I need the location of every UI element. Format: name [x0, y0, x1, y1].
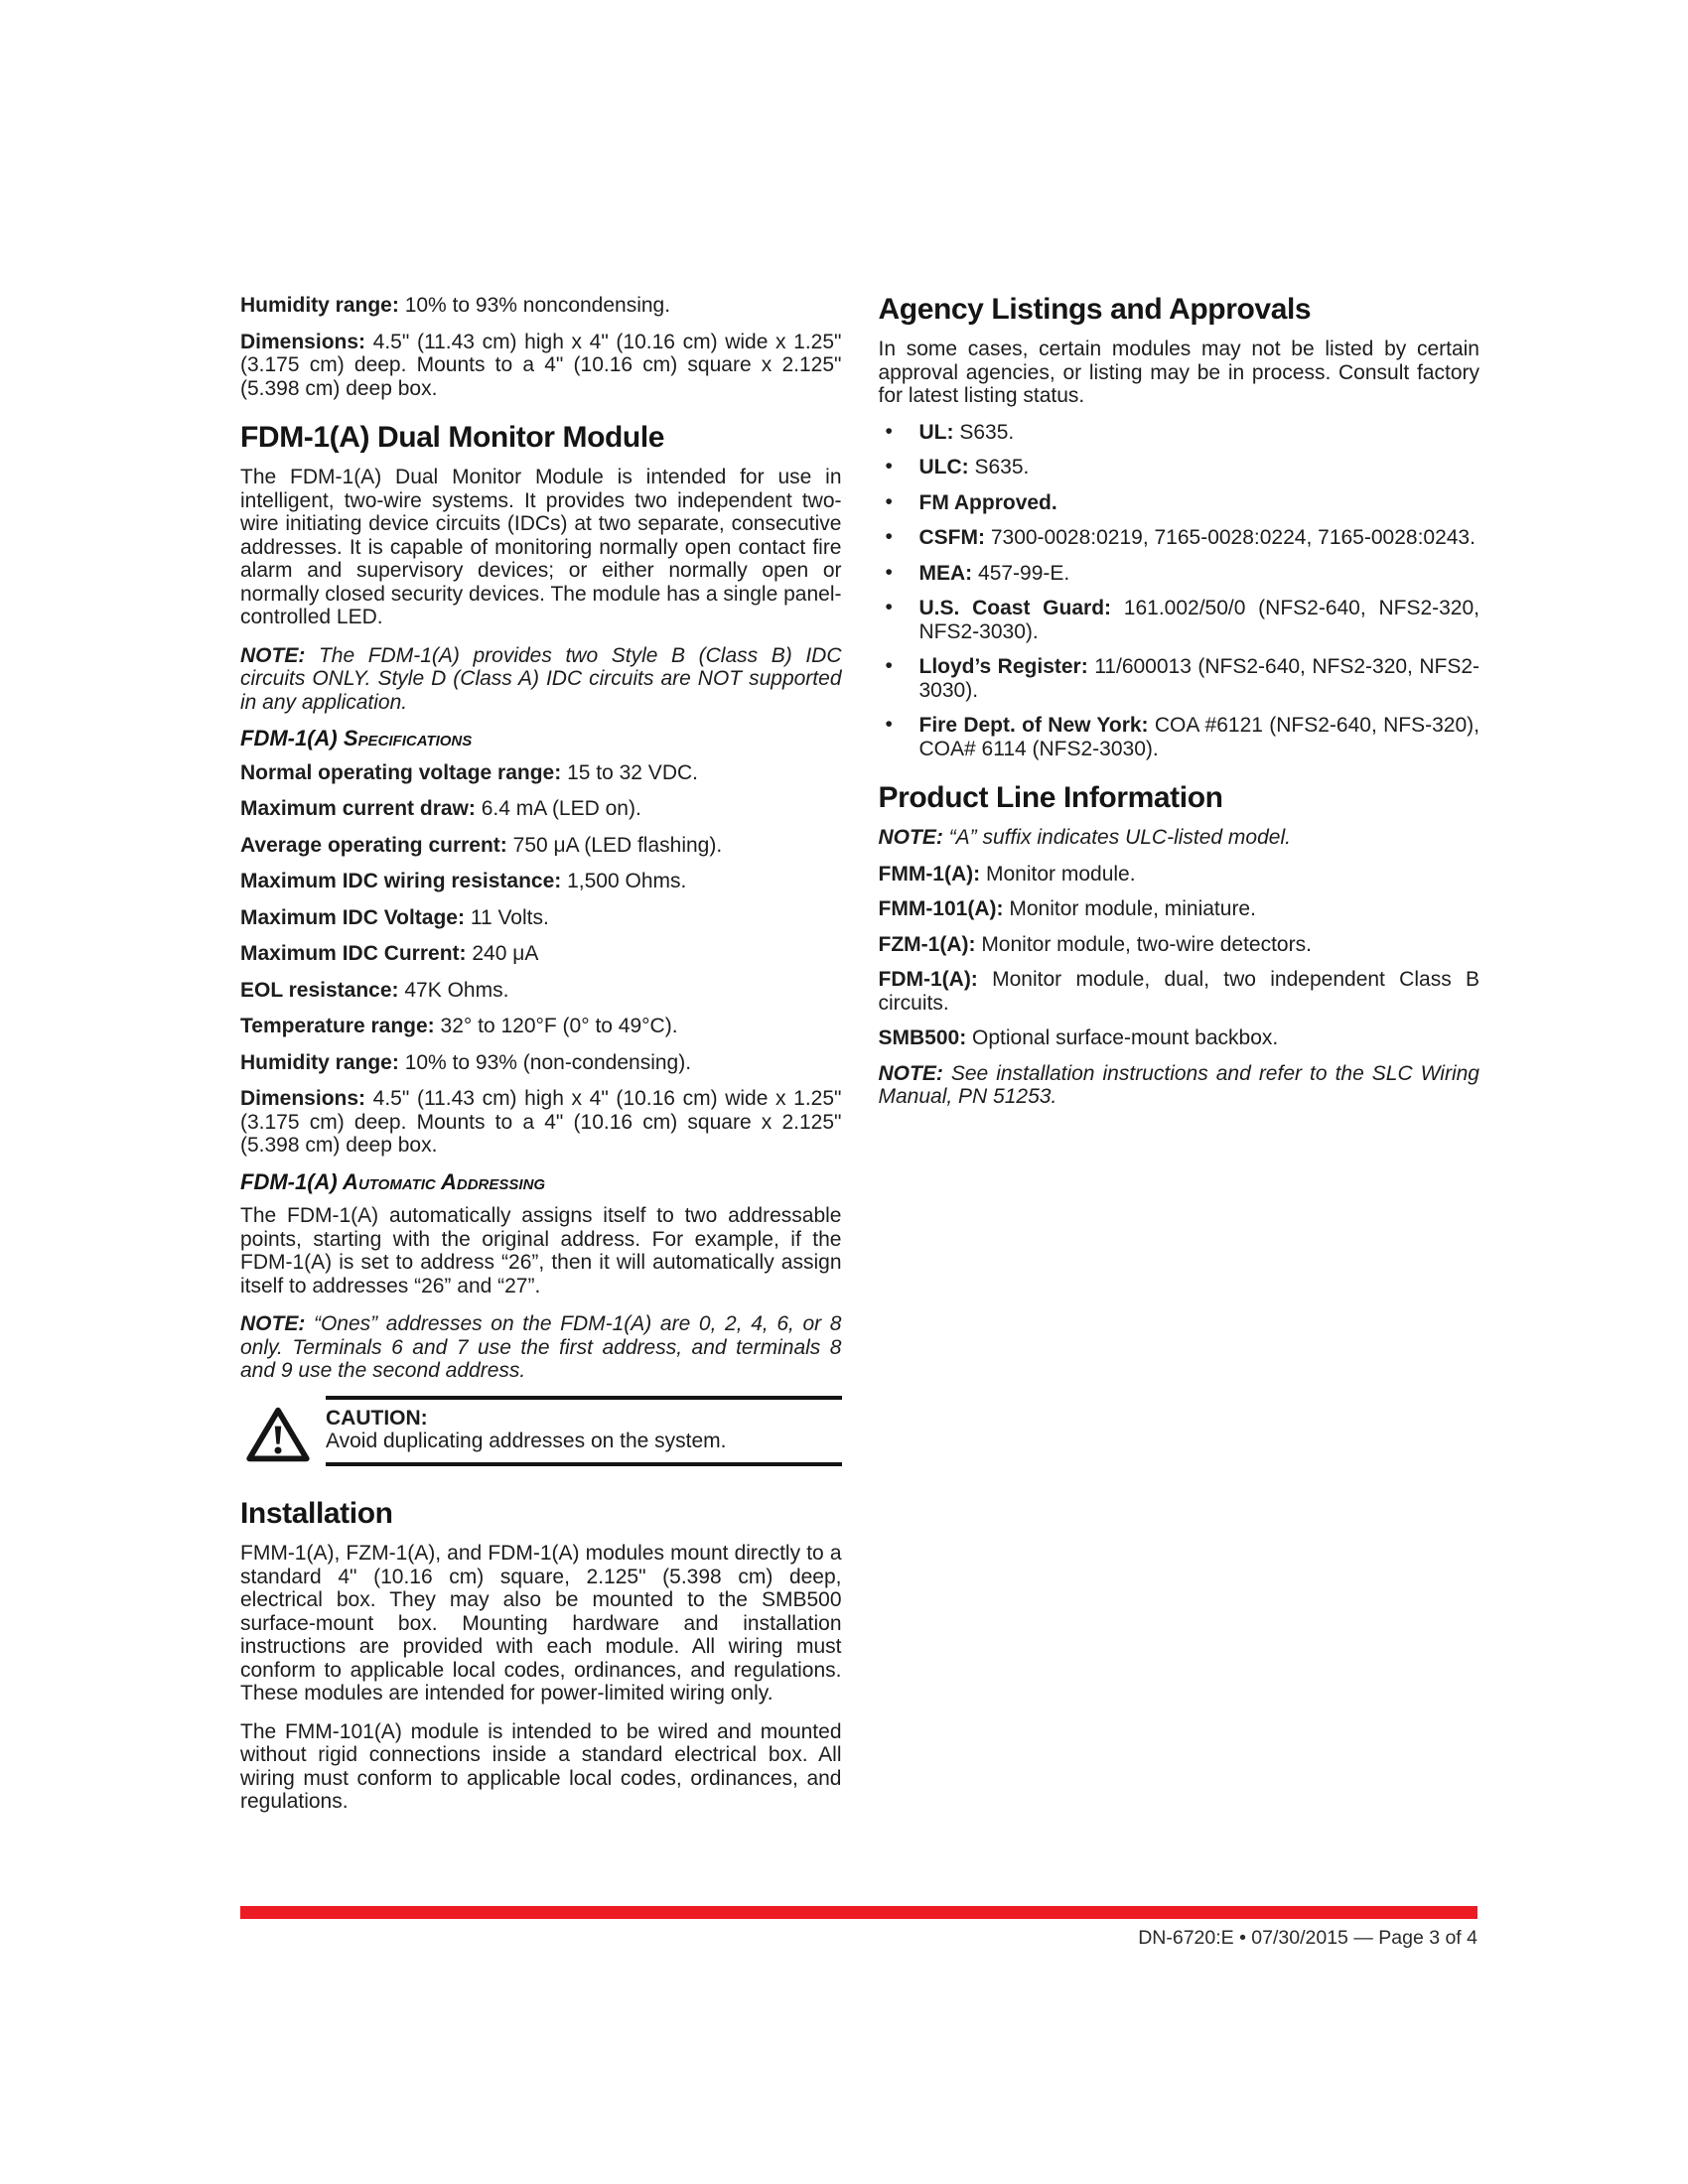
page-content — [240, 294, 1479, 1829]
bullet-label: ULC: — [918, 456, 969, 478]
spec-line — [240, 942, 842, 966]
caution-content — [326, 1396, 842, 1466]
section-title-fdm-module: FDM-1(A) Dual Monitor Module — [240, 421, 665, 454]
agency-bullet — [879, 456, 1480, 479]
spec-label: Maximum IDC Voltage: — [240, 905, 465, 929]
product-text: Optional surface-mount backbox. — [972, 1026, 1279, 1049]
spec-label: Humidity range: — [240, 294, 399, 317]
spec-line — [240, 834, 842, 858]
bullet-label: MEA: — [918, 561, 973, 585]
spec-label: EOL resistance: — [240, 978, 399, 1002]
bullet-label: Lloyd’s Register: — [918, 655, 1088, 678]
note-text: See installation instructions and refer to the SLC Wiring Manual, PN 51253. — [878, 1061, 1479, 1108]
spec-line — [240, 761, 842, 785]
spec-value: 240 μA — [472, 942, 539, 965]
bullet-dot: • — [885, 596, 893, 618]
footer-rule — [240, 1906, 1477, 1919]
product-text: Monitor module, dual, two independent Class B circuits. — [878, 968, 1479, 1015]
bullet-dot: • — [885, 713, 893, 736]
addressing-note — [240, 1312, 842, 1383]
note-label: NOTE: — [878, 826, 943, 849]
note-label: NOTE: — [240, 1312, 306, 1335]
spec-line — [240, 331, 842, 401]
installation-paragraph-2: The FMM-101(A) module is intended to be wired and mounted without rigid connections inside a standard electrical box. All wiring must conform to applicable local codes, ordinances, and regulations. — [240, 1719, 842, 1813]
spec-value: 10% to 93% noncondensing. — [404, 294, 671, 317]
bullet-text: COA #6121 (NFS2-640, NFS-320), COA# 6114 (NFS2-3030). — [918, 714, 1479, 760]
note-label: NOTE: — [240, 643, 306, 667]
spec-line — [240, 1051, 842, 1075]
section-title-installation: Installation — [240, 1497, 393, 1530]
bullet-text: 11/600013 (NFS2-640, NFS2-320, NFS2-3030). — [918, 655, 1480, 702]
note-text: “A” suffix indicates ULC-listed model. — [948, 826, 1291, 849]
spec-line — [240, 1087, 842, 1158]
spec-label: Maximum current draw: — [240, 797, 476, 820]
caution-label: CAUTION: — [326, 1406, 428, 1430]
spec-value: 11 Volts. — [470, 905, 549, 929]
spec-line — [240, 1015, 842, 1038]
fdm-body-paragraph: The FDM-1(A) Dual Monitor Module is intended for use in intelligent, two-wire systems. It provides two independent two-wire initiating device circuits (IDCs) at two separate, consecutive addresses. It is capable of monitoring normally open contact fire alarm and supervisory devices; or either normally open or normally closed security devices. The module has a single panel-controlled LED. — [240, 466, 842, 628]
slc-wiring-note — [879, 1062, 1480, 1109]
product-item — [879, 897, 1480, 921]
bullet-dot: • — [885, 654, 893, 677]
product-item — [879, 1026, 1480, 1050]
addressing-paragraph: The FDM-1(A) automatically assigns itself to two addressable points, starting with the original address. For example, if the FDM-1(A) is set to address “26”, then it will automatically assign itself to addresses “26” and “27”. — [240, 1204, 842, 1297]
product-label: FDM-1(A): — [878, 968, 978, 991]
spec-value: 10% to 93% (non-condensing). — [404, 1050, 692, 1074]
spec-label: Humidity range: — [240, 1050, 399, 1074]
bullet-text: S635. — [974, 456, 1030, 478]
agency-bullet — [879, 526, 1480, 550]
caution-box — [240, 1396, 842, 1469]
product-line-note — [879, 826, 1480, 850]
spec-line — [240, 797, 842, 821]
spec-label: Average operating current: — [240, 833, 507, 857]
spec-value: 15 to 32 VDC. — [567, 760, 698, 784]
spec-value: 6.4 mA (LED on). — [481, 797, 641, 820]
spec-value: 32° to 120°F (0° to 49°C). — [440, 1015, 678, 1037]
product-text: Monitor module, two-wire detectors. — [981, 932, 1312, 956]
subheading-specifications: FDM-1(A) Specifications — [240, 726, 473, 751]
bullet-dot: • — [885, 419, 893, 443]
product-item — [879, 968, 1480, 1015]
bullet-text: 457-99-E. — [978, 561, 1070, 585]
installation-paragraph-1: FMM-1(A), FZM-1(A), and FDM-1(A) modules mount directly to a standard 4" (10.16 cm) square, 2.125" (5.398 cm) deep, electrical box. They may also be mounted to the SMB500 surface-mount box. Mounting hardware and installation instructions are provided with each module. All wiring must conform to applicable local codes, ordinances, and regulations. These modules are intended for power-limited wiring only. — [240, 1542, 842, 1705]
warning-icon — [246, 1406, 310, 1469]
spec-line — [240, 294, 842, 318]
spec-label: Maximum IDC wiring resistance: — [240, 870, 562, 892]
agency-intro-paragraph: In some cases, certain modules may not be listed by certain approval agencies, or listing may be in process. Consult factory for latest listing status. — [878, 338, 1479, 407]
product-label: FMM-1(A): — [878, 862, 981, 886]
note-label: NOTE: — [878, 1061, 943, 1085]
bullet-text: S635. — [959, 420, 1015, 444]
bullet-label: U.S. Coast Guard: — [918, 597, 1112, 619]
spec-value: 4.5" (11.43 cm) high x 4" (10.16 cm) wide x 1.25" (3.175 cm) deep. Mounts to a 4" (10.16 cm) square x 2.125" (5.398 cm) deep box. — [240, 1087, 842, 1157]
spec-value: 1,500 Ohms. — [567, 870, 687, 892]
section-title-product-line: Product Line Information — [878, 781, 1223, 814]
spec-label: Temperature range: — [240, 1015, 435, 1037]
agency-bullet — [879, 562, 1480, 586]
agency-bullet — [879, 655, 1480, 702]
spec-line — [240, 870, 842, 893]
agency-bullet — [879, 491, 1480, 515]
spec-label: Normal operating voltage range: — [240, 760, 562, 784]
subheading-automatic-addressing: FDM-1(A) Automatic Addressing — [240, 1168, 546, 1194]
footer-doc-id: DN-6720:E • 07/30/2015 — Page 3 of 4 — [1138, 1927, 1477, 1949]
bullet-text: 161.002/50/0 (NFS2-640, NFS2-320, NFS2-3030). — [918, 597, 1479, 643]
product-label: FZM-1(A): — [878, 932, 976, 956]
bullet-dot: • — [885, 455, 893, 478]
spec-line — [240, 979, 842, 1003]
bullet-dot: • — [885, 489, 893, 513]
bullet-dot: • — [885, 525, 893, 548]
bullet-label: FM Approved. — [918, 490, 1057, 514]
note-text: “Ones” addresses on the FDM-1(A) are 0, 2, 4, 6, or 8 only. Terminals 6 and 7 use the first address, and terminals 8 and 9 use the second address. — [240, 1312, 842, 1382]
right-column — [879, 294, 1480, 1829]
agency-bullet — [879, 597, 1480, 643]
product-text: Monitor module. — [985, 862, 1136, 886]
spec-label: Dimensions: — [240, 330, 366, 353]
fdm-note — [240, 644, 842, 715]
product-label: FMM-101(A): — [878, 897, 1004, 920]
caution-text: Avoid duplicating addresses on the system. — [326, 1430, 727, 1452]
spec-value: 47K Ohms. — [404, 978, 509, 1002]
spec-label: Maximum IDC Current: — [240, 942, 467, 965]
section-title-agency-listings: Agency Listings and Approvals — [878, 293, 1312, 326]
agency-bullet — [879, 421, 1480, 445]
product-label: SMB500: — [878, 1026, 967, 1049]
bullet-label: CSFM: — [918, 526, 985, 549]
bullet-text: 7300-0028:0219, 7165-0028:0224, 7165-0028:0243. — [990, 526, 1476, 549]
spec-value: 750 μA (LED flashing). — [512, 833, 723, 857]
spec-label: Dimensions: — [240, 1087, 366, 1110]
left-column — [240, 294, 842, 1829]
note-text: The FDM-1(A) provides two Style B (Class B) IDC circuits ONLY. Style D (Class A) IDC circuits are NOT supported in any application. — [240, 643, 842, 714]
bullet-label: Fire Dept. of New York: — [918, 714, 1149, 737]
product-item — [879, 933, 1480, 957]
bullet-label: UL: — [918, 420, 954, 444]
product-text: Monitor module, miniature. — [1009, 897, 1256, 920]
agency-bullet — [879, 714, 1480, 760]
spec-line — [240, 906, 842, 930]
bullet-dot: • — [885, 560, 893, 584]
product-item — [879, 863, 1480, 887]
spec-value: 4.5" (11.43 cm) high x 4" (10.16 cm) wide x 1.25" (3.175 cm) deep. Mounts to a 4" (10.16 cm) square x 2.125" (5.398 cm) deep box. — [240, 330, 842, 400]
